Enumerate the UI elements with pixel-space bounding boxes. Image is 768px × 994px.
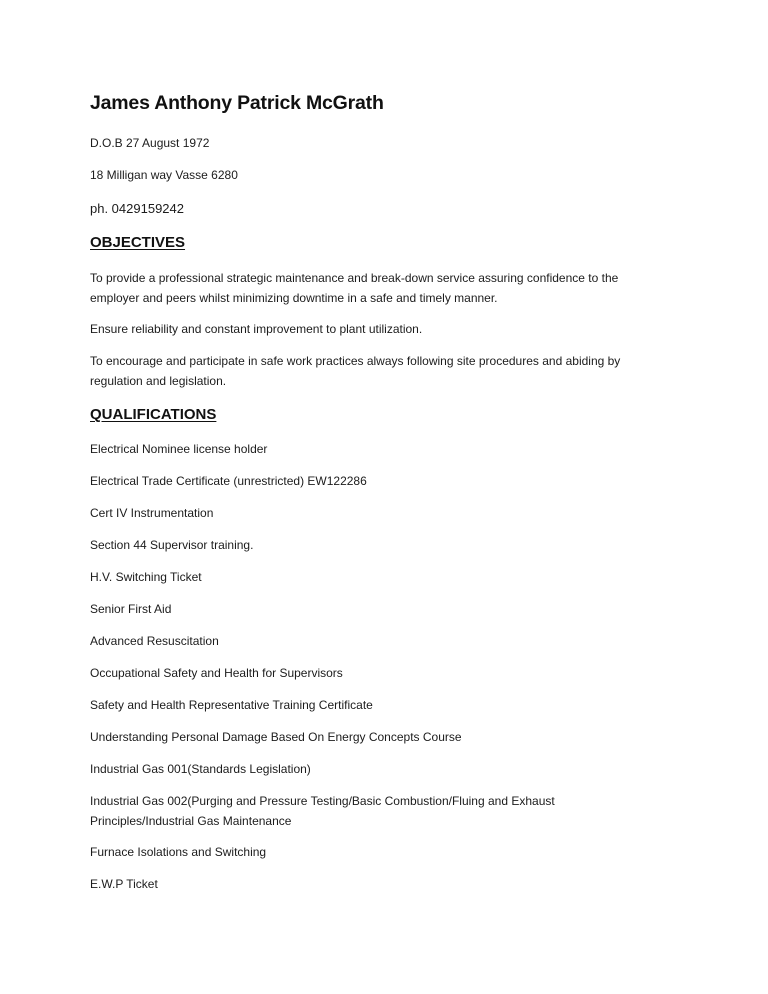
qualifications-heading: QUALIFICATIONS — [90, 406, 217, 423]
qualification-item: Understanding Personal Damage Based On Energy Concepts Course — [90, 730, 462, 744]
address: 18 Milligan way Vasse 6280 — [90, 168, 238, 182]
objectives-heading: OBJECTIVES — [90, 234, 186, 251]
objective-item: To provide a professional strategic maintenance and break-down service assuring confidence to the employer and peers whilst minimizing downtime in a safe and timely manner. — [90, 271, 619, 305]
qualification-item: Electrical Trade Certificate (unrestricted) EW122286 — [90, 474, 367, 488]
qualification-item: Section 44 Supervisor training. — [90, 538, 254, 552]
objective-item: To encourage and participate in safe work practices always following site procedures and abiding by regulation and legislation. — [90, 354, 621, 388]
qualification-item: H.V. Switching Ticket — [90, 570, 202, 584]
qualification-item: Safety and Health Representative Training Certificate — [90, 698, 373, 712]
qualification-item: E.W.P Ticket — [90, 877, 158, 891]
date-of-birth: D.O.B 27 August 1972 — [90, 136, 210, 150]
qualification-item: Electrical Nominee license holder — [90, 442, 268, 456]
qualification-item: Industrial Gas 002(Purging and Pressure Testing/Basic Combustion/Fluing and Exhaust Principles/Industrial Gas Maintenance — [90, 794, 555, 828]
qualification-item: Furnace Isolations and Switching — [90, 845, 267, 859]
phone-number: ph. 0429159242 — [90, 201, 184, 216]
resume-name: James Anthony Patrick McGrath — [90, 92, 384, 114]
qualification-item: Cert IV Instrumentation — [90, 506, 214, 520]
qualification-item: Industrial Gas 001(Standards Legislation) — [90, 762, 311, 776]
qualification-item: Senior First Aid — [90, 602, 172, 616]
qualification-item: Advanced Resuscitation — [90, 634, 219, 648]
objective-item: Ensure reliability and constant improvement to plant utilization. — [90, 322, 423, 336]
qualification-item: Occupational Safety and Health for Supervisors — [90, 666, 343, 680]
